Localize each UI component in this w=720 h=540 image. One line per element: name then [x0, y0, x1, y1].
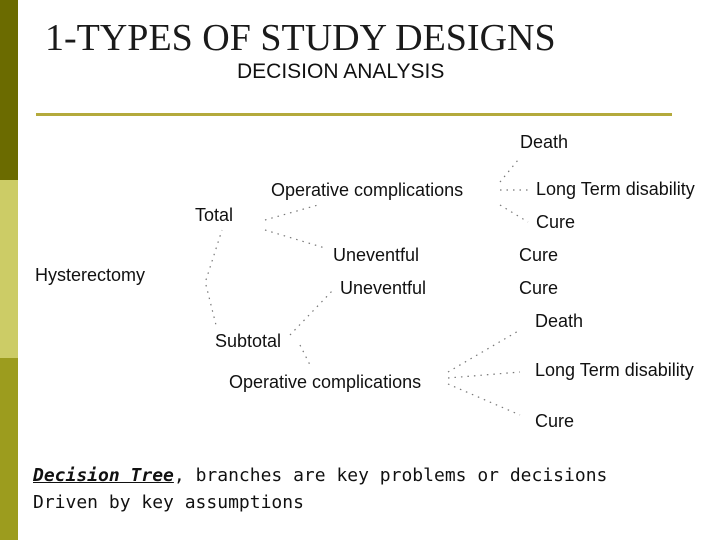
outcome-total-opcomp-cure: Cure [536, 212, 576, 232]
outcome-subtotal-opcomp-death: Death [535, 311, 584, 331]
node-subtotal-operative-complications: Operative complications [229, 372, 422, 392]
connector-total-uneventful [265, 230, 325, 248]
connector-hysterectomy-total [206, 230, 222, 280]
node-hysterectomy: Hysterectomy [35, 265, 146, 285]
outcome-subtotal-opcomp-long-term-disability: Long Term disability [535, 360, 694, 380]
connector-opcomp2-death [448, 330, 520, 372]
connector-opcomp-death [500, 160, 518, 182]
connector-opcomp2-cure [448, 384, 520, 415]
caption-line-2: Driven by key assumptions [33, 492, 304, 513]
caption-line-1-rest: , branches are key problems or decisions [173, 465, 608, 486]
outcome-subtotal-opcomp-cure: Cure [535, 411, 575, 431]
connector-opcomp2-ltd [448, 372, 520, 378]
node-total-uneventful: Uneventful [333, 245, 420, 265]
caption-line-1 [33, 465, 607, 486]
connector-opcomp-cure [500, 205, 528, 222]
connector-subtotal-uneventful [290, 290, 333, 335]
outcome-subtotal-uneventful-cure: Cure [519, 278, 559, 298]
connector-total-opcomp [265, 205, 318, 220]
connector-subtotal-opcomp [300, 345, 310, 365]
node-total-operative-complications: Operative complications [271, 180, 464, 200]
caption-term: Decision Tree [33, 465, 174, 486]
slide-title: 1-TYPES OF STUDY DESIGNS [45, 17, 556, 59]
node-subtotal: Subtotal [215, 331, 282, 351]
node-subtotal-uneventful: Uneventful [340, 278, 427, 298]
node-total: Total [195, 205, 234, 225]
connector-hysterectomy-subtotal [206, 285, 216, 325]
outcome-total-opcomp-long-term-disability: Long Term disability [536, 179, 695, 199]
slide-subtitle: DECISION ANALYSIS [237, 60, 445, 83]
outcome-total-uneventful-cure: Cure [519, 245, 559, 265]
outcome-total-opcomp-death: Death [520, 132, 569, 152]
